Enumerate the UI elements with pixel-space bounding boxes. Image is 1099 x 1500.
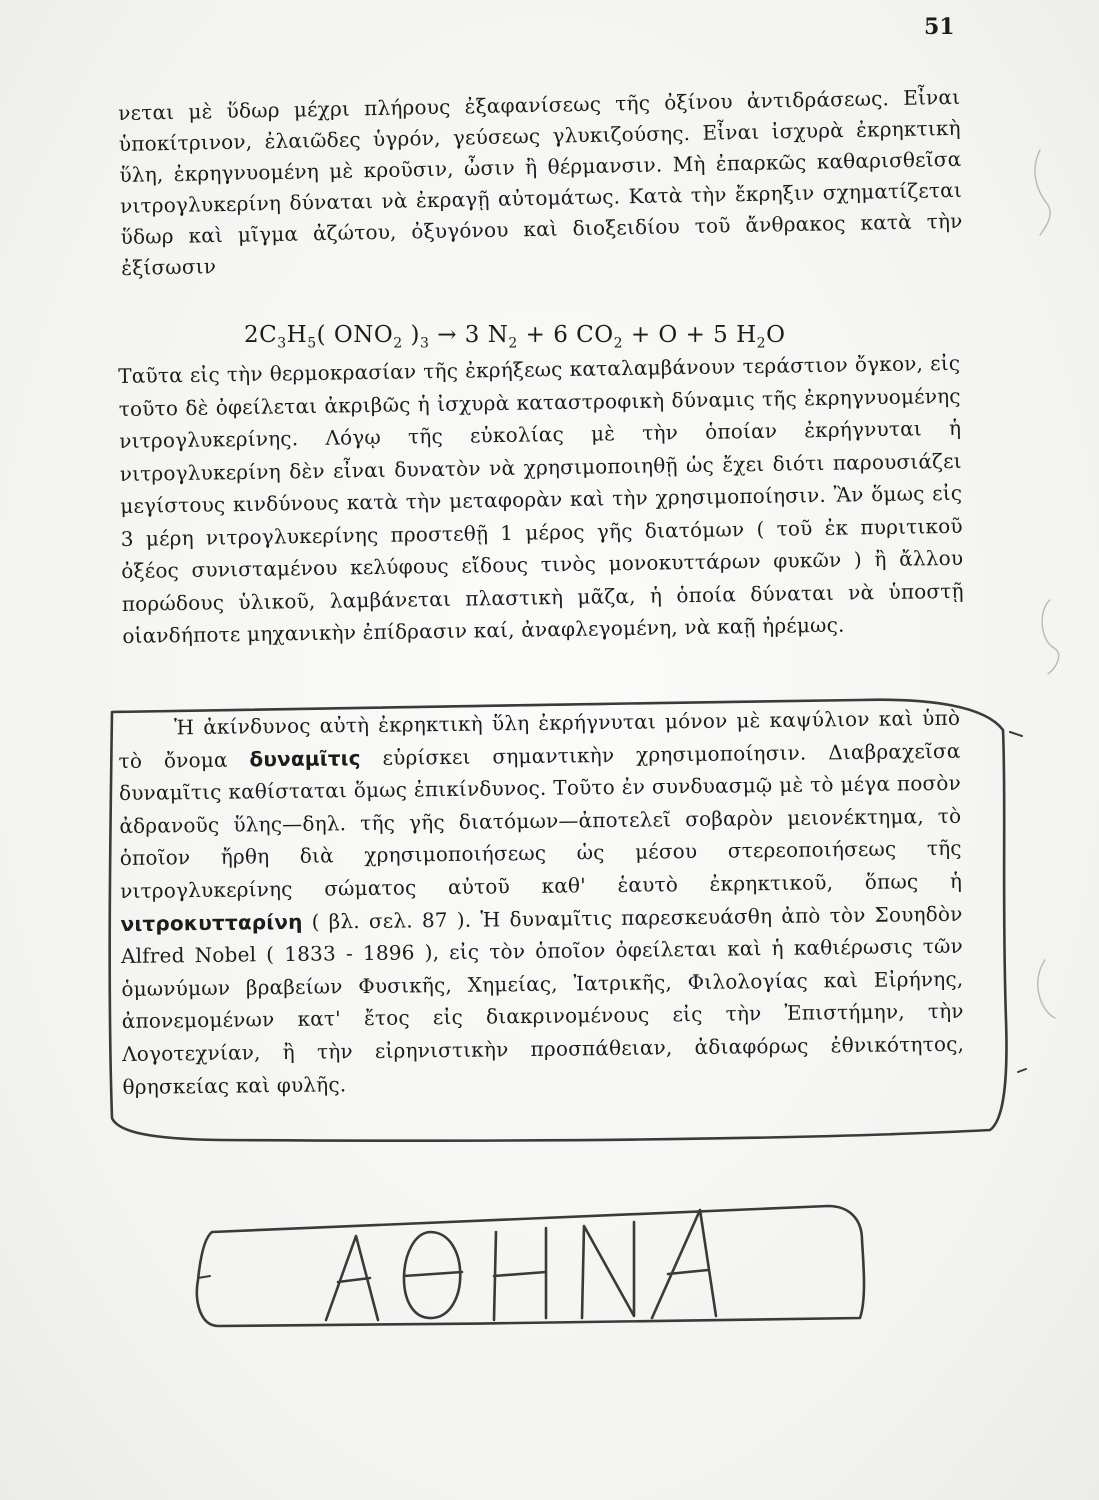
handwriting-letter (652, 1210, 716, 1318)
margin-scribble (1042, 600, 1059, 674)
pencil-box-outline (110, 700, 1007, 1141)
pencil-underline (112, 704, 610, 712)
paragraph-dynamite: Ἡ ἀκίνδυνος αὐτὴ ἐκρηκτικὴ ὕλη ἐκρήγνυται μόνον μὲ καψύλιον καὶ ὑπὸ τὸ ὄνομα δυναμῖτις εὑρίσκει σημαντικὴν χρησιμοποίησιν. Διαβραχεῖσα δυναμῖτις καθίσταται ὅμως ἐπικίνδυνος. Τοῦτο ἐν συνδυασμῷ μὲ τὸ μέγα ποσὸν ἀδρανοῦς ὕλης—δηλ. τῆς γῆς διατόμων—ἀποτελεῖ σοβαρὸν μειονέκτημα, τὸ ὁποῖον ἤρθη διὰ χρησιμοποιήσεως ὡς μέσου στερεοποιήσεως τῆς νιτρογλυκερίνης σώματος αὐτοῦ καθ' ἑαυτὸ ἐκρηκτικοῦ, ὅπως ἡ νιτροκυτταρίνη ( βλ. σελ. 87 ). Ἡ δυναμῖτις παρεσκευάσθη ἀπὸ τὸν Σουηδὸν Alfred Nobel ( 1833 - 1896 ), εἰς τὸν ὁποῖον ὀφείλεται καὶ ἡ καθιέρωσις τῶν ὁμωνύμων βραβείων Φυσικῆς, Χημείας, Ἰατρικῆς, Φιλολογίας καὶ Εἰρήνης, ἀπονεμομένων κατ' ἔτος εἰς διακρινομένους εἰς τὴν Ἐπιστήμην, τὴν Λογοτεχνίαν, ἢ τὴν εἰρηνιστικὴν προσπάθειαν, ἀδιαφόρως ἐθνικότητος, θρησκείας καὶ φυλῆς. (118, 705, 965, 1099)
pencil-stray-line (198, 1276, 210, 1278)
explosion-equation: $2C_3H_5$( $ONO_2$ )$_3 \to 3$ $N_2 + 6$ $CO_2 + O + 5$ $H_2O$ (244, 322, 786, 352)
margin-scribble (1035, 150, 1050, 235)
pencil-tick (1018, 1069, 1026, 1072)
paragraph-explosion-volume: Ταῦτα εἰς τὴν θερμοκρασίαν τῆς ἐκρήξεως καταλαμβάνουν τεράστιον ὄγκον, εἰς τοῦτο δὲ ὀφείλεται ἀκριβῶς ἡ ἰσχυρὰ καταστροφικὴ δύναμις τῆς ἐκρηγνυομένης νιτρογλυκερίνης. Λόγῳ τῆς εὐκολίας μὲ τὴν ὁποίαν ἐκρήγνυται ἡ νιτρογλυκερίνη δὲν εἶναι δυνατὸν νὰ χρησιμοποιηθῇ ὡς ἔχει διότι παρουσιάζει μεγίστους κινδύνους κατὰ τὴν μεταφορὰν καὶ τὴν χρησιμοποίησιν. Ἂν ὅμως εἰς 3 μέρη νιτρογλυκερίνης προστεθῇ 1 μέρος γῆς διατόμων ( τοῦ ἐκ πυριτικοῦ ὀξέος συνισταμένου κελύφους εἴδους τινὸς μονοκυττάρων φυκῶν ) ἢ ἄλλου πορώδους ὑλικοῦ, λαμβάνεται πλαστικὴ μᾶζα, ἡ ὁποία δύναται νὰ ὑποστῇ οἱανδήποτε μηχανικὴν ἐπίδρασιν καί, ἀναφλεγομένη, νὰ καῇ ἠρέμως. (118, 350, 964, 648)
page-number: 51 (924, 14, 955, 40)
handwriting-frame (197, 1206, 864, 1326)
handwriting-letter (582, 1222, 634, 1318)
term-nitrocellulose: νιτροκυτταρίνη (120, 909, 303, 936)
handwriting-letter (326, 1236, 378, 1320)
handwriting-letter (404, 1232, 462, 1318)
handwriting-letter (494, 1228, 546, 1320)
paragraph-nitroglycerin-properties: νεται μὲ ὕδωρ μέχρι πλήρους ἐξαφανίσεως τῆς ὀξίνου ἀντιδράσεως. Εἶναι ὑποκίτρινον, ἐλαιῶδες ὑγρόν, γεύσεως γλυκιζούσης. Εἶναι ἰσχυρὰ ἐκρηκτικὴ ὕλη, ἐκρηγνυομένη μὲ κροῦσιν, ὦσιν ἢ θέρμανσιν. Μὴ ἐπαρκῶς καθαρισθεῖσα νιτρογλυκερίνη δύναται νὰ ἐκραγῇ αὐτομάτως. Κατὰ τὴν ἔκρηξιν σχηματίζεται ὕδωρ καὶ μῖγμα ἀζώτου, ὀξυγόνου καὶ διοξειδίου τοῦ ἄνθρακος κατὰ τὴν ἐξίσωσιν (118, 84, 963, 280)
pencil-tick (1010, 732, 1022, 736)
margin-scribble (1038, 960, 1055, 1018)
term-dynamite: δυναμῖτις (249, 745, 361, 771)
